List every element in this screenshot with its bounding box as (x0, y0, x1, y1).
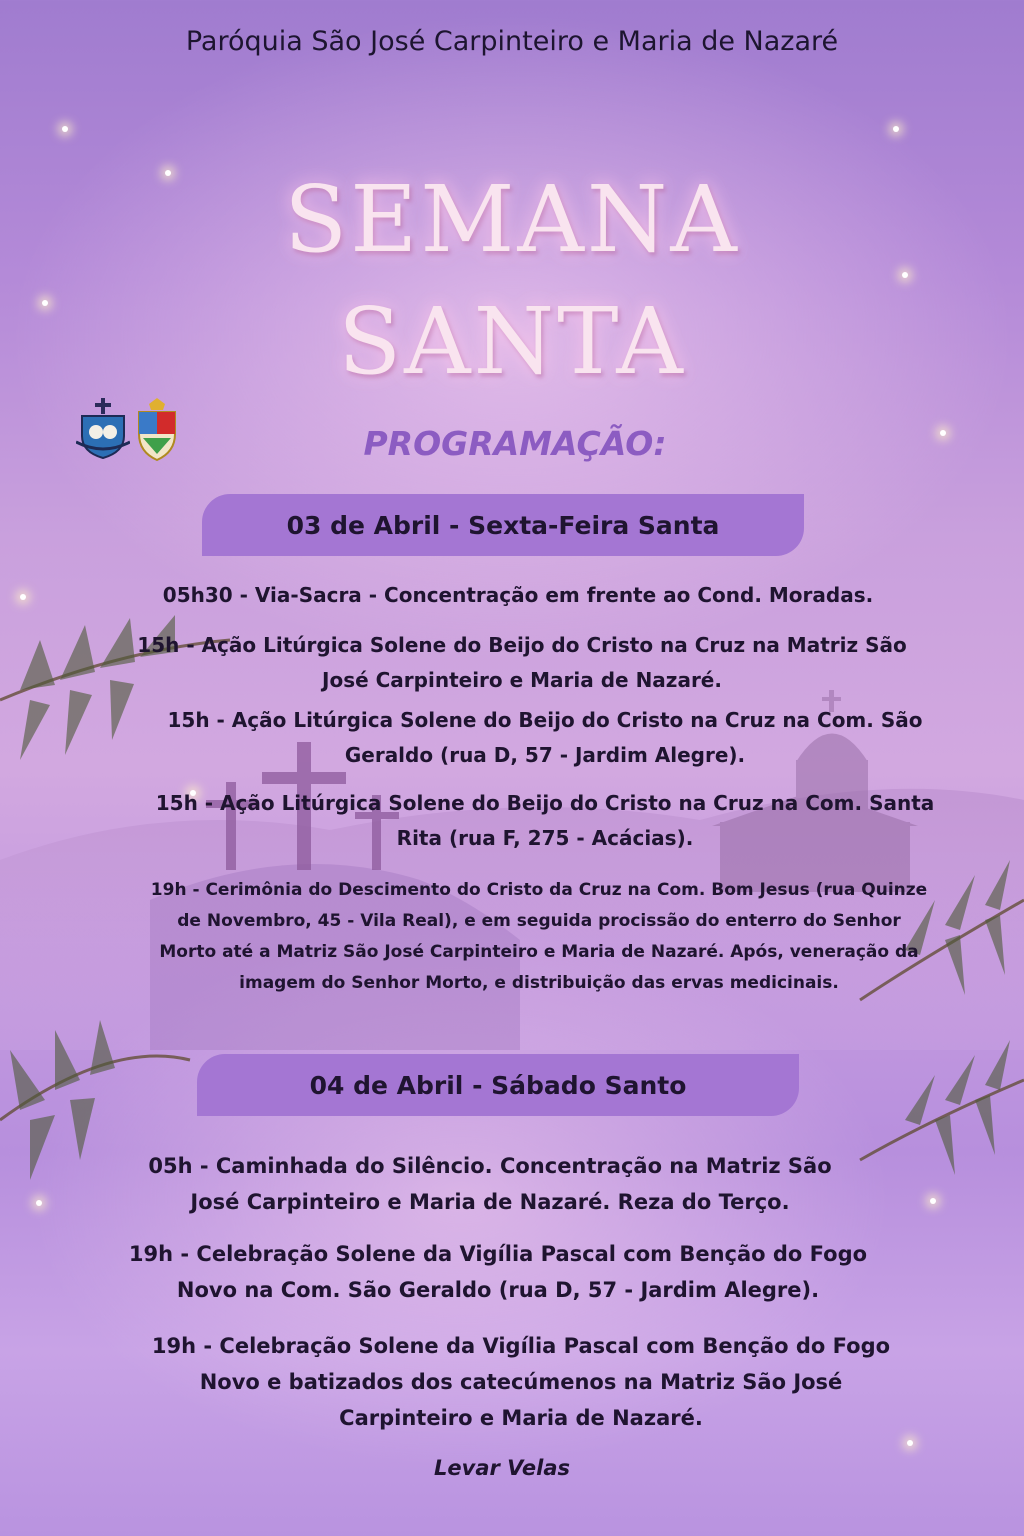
schedule-item: 15h - Ação Litúrgica Solene do Beijo do Cristo na Cruz na Com. Santa Rita (rua F, 275 - Acácias). (155, 791, 935, 850)
day-banner-label: 04 de Abril - Sábado Santo (309, 1070, 687, 1100)
sparkle (36, 1200, 42, 1206)
title-line-1: SEMANA (284, 166, 740, 273)
footer-note: Levar Velas (434, 1456, 570, 1480)
sparkle (20, 594, 26, 600)
schedule-item: 19h - Celebração Solene da Vigília Pascal com Benção do Fogo Novo e batizados dos catecúmenos na Matriz São José Carpinteiro e Maria de Nazaré. (151, 1334, 891, 1430)
schedule-item: 19h - Celebração Solene da Vigília Pascal com Benção do Fogo Novo na Com. São Geraldo (rua D, 57 - Jardim Alegre). (128, 1242, 868, 1302)
program-heading: PROGRAMAÇÃO: (363, 424, 667, 463)
schedule-item: 19h - Cerimônia do Descimento do Cristo da Cruz na Com. Bom Jesus (rua Quinze de Novembro, 45 - Vila Real), e em seguida procissão do enterro do Senhor Morto até a Matriz São José Carpinteiro e Maria de Nazaré. Após, veneração da imagem do Senhor Morto, e distribuição das ervas medicinais. (150, 880, 928, 993)
parish-name: Paróquia São José Carpinteiro e Maria de Nazaré (185, 26, 839, 57)
sparkle (930, 1198, 936, 1204)
schedule-item: 05h30 - Via-Sacra - Concentração em frente ao Cond. Moradas. (162, 583, 874, 607)
day-banner-label: 03 de Abril - Sexta-Feira Santa (286, 510, 720, 540)
day-banner-friday (202, 494, 804, 556)
schedule-item: 15h - Ação Litúrgica Solene do Beijo do Cristo na Cruz na Matriz São José Carpinteiro e Maria de Nazaré. (137, 633, 907, 692)
sparkle (907, 1440, 913, 1446)
day-banner-saturday (197, 1054, 799, 1116)
schedule-item: 05h - Caminhada do Silêncio. Concentração na Matriz São José Carpinteiro e Maria de Nazaré. Reza do Terço. (148, 1154, 832, 1214)
schedule-item: 15h - Ação Litúrgica Solene do Beijo do Cristo na Cruz na Com. São Geraldo (rua D, 57 - Jardim Alegre). (167, 708, 923, 767)
title-line-2: SANTA (338, 288, 686, 395)
sparkle (62, 126, 68, 132)
sparkle (893, 126, 899, 132)
